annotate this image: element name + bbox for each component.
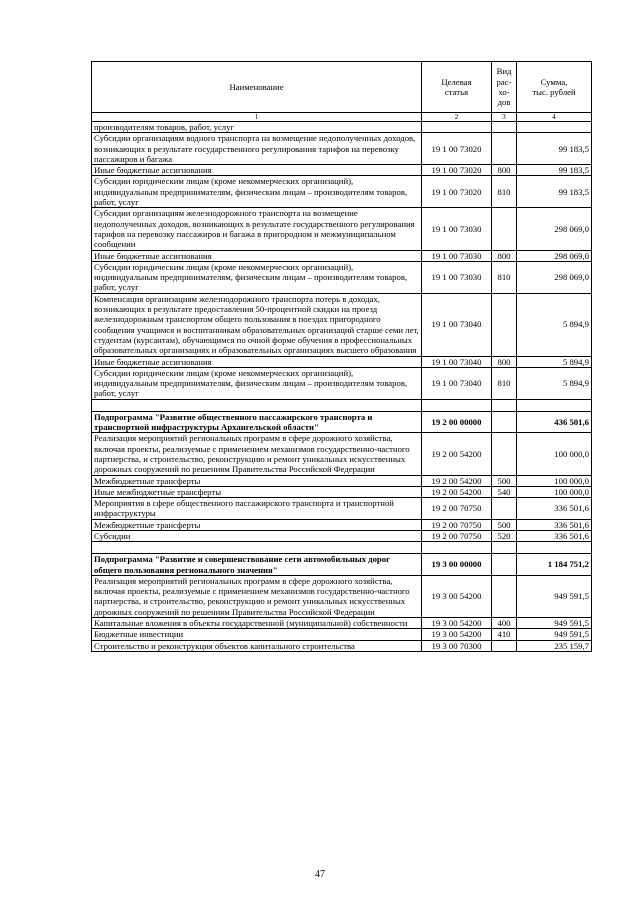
column-number: 1 <box>92 113 422 122</box>
row-vid <box>492 542 517 554</box>
column-number: 3 <box>492 113 517 122</box>
row-vid: 800 <box>492 356 517 367</box>
row-vid <box>492 293 517 356</box>
row-name: Межбюджетные трансферты <box>92 519 422 530</box>
header-vid: Вид рас- хо- дов <box>492 62 517 113</box>
row-name: Подпрограмма "Развитие и совершенствование сети автомобильных дорог общего пользования регионального значения" <box>92 554 422 576</box>
table-row <box>92 475 592 486</box>
row-vid <box>492 411 517 433</box>
row-name: Субсидии юридическим лицам (кроме некоммерческих организаций), индивидуальным предпринимателям, физическим лицам – производителям товаров, работ, услуг <box>92 261 422 293</box>
row-name: Субсидии организациям железнодорожного транспорта на возмещение недополученных доходов, возникающих в результате государственного регулирования тарифов на перевозку пассажиров и багажа в пригородном и межмуниципальном сообщении <box>92 208 422 250</box>
row-code: 19 1 00 73020 <box>422 133 492 165</box>
row-code <box>422 399 492 411</box>
row-sum: 5 894,9 <box>517 293 592 356</box>
row-vid: 500 <box>492 519 517 530</box>
row-sum: 99 183,5 <box>517 165 592 176</box>
row-sum: 99 183,5 <box>517 176 592 208</box>
column-numbers-row <box>92 113 592 122</box>
row-vid: 500 <box>492 475 517 486</box>
row-vid: 400 <box>492 618 517 629</box>
row-code: 19 3 00 54200 <box>422 575 492 617</box>
row-vid: 410 <box>492 629 517 640</box>
table-row <box>92 575 592 617</box>
row-vid: 810 <box>492 261 517 293</box>
row-code: 19 2 00 70750 <box>422 519 492 530</box>
row-vid: 520 <box>492 530 517 541</box>
row-code: 19 3 00 54200 <box>422 629 492 640</box>
row-vid <box>492 433 517 475</box>
row-name: Бюджетные инвестиции <box>92 629 422 640</box>
row-code <box>422 122 492 133</box>
row-name: Реализация мероприятий региональных программ в сфере дорожного хозяйства, включая проекты, реализуемые с применением механизмов государственно-частного партнерства, и строительство, реконструкцию и ремонт уникальных искусственных дорожных сооружений по решениям Правительства Российской Федерации <box>92 575 422 617</box>
table-header-row <box>92 62 592 113</box>
row-code: 19 1 00 73040 <box>422 293 492 356</box>
table-row <box>92 208 592 250</box>
row-code: 19 3 00 70300 <box>422 640 492 651</box>
row-code: 19 1 00 73030 <box>422 261 492 293</box>
row-name: Субсидии организациям водного транспорта на возмещение недополученных доходов, возникающих в результате государственного регулирования тарифов на перевозку пассажиров и багажа <box>92 133 422 165</box>
row-name: Межбюджетные трансферты <box>92 475 422 486</box>
row-code: 19 2 00 54200 <box>422 486 492 497</box>
table-row <box>92 519 592 530</box>
row-sum: 949 591,5 <box>517 575 592 617</box>
budget-table-body <box>92 62 592 652</box>
table-row <box>92 122 592 133</box>
row-code: 19 1 00 73030 <box>422 250 492 261</box>
subprogram-row <box>92 554 592 576</box>
row-vid <box>492 399 517 411</box>
row-name: Иные бюджетные ассигнования <box>92 165 422 176</box>
row-name: Субсидии юридическим лицам (кроме некоммерческих организаций), индивидуальным предпринимателям, физическим лицам – производителям товаров, работ, услуг <box>92 367 422 399</box>
row-name: Компенсация организациям железнодорожного транспорта потерь в доходах, возникающих в результате предоставления 50-процентной скидки на проезд железнодорожным транспортом общего пользования в поездах пригородного сообщения учащимся и воспитанникам образовательных организаций старше семи лет, студентам (курсантам), обучающимся по очной форме обучения в профессиональных образовательных организациях и образовательных организациях высшего образования <box>92 293 422 356</box>
table-row <box>92 433 592 475</box>
row-name: Иные бюджетные ассигнования <box>92 356 422 367</box>
row-name: Мероприятия в сфере общественного пассажирского транспорта и транспортной инфраструктуры <box>92 498 422 520</box>
row-code: 19 2 00 00000 <box>422 411 492 433</box>
row-sum: 5 894,9 <box>517 356 592 367</box>
row-vid: 800 <box>492 165 517 176</box>
row-code: 19 1 00 73040 <box>422 367 492 399</box>
row-vid <box>492 575 517 617</box>
row-code: 19 2 00 54200 <box>422 433 492 475</box>
row-vid: 540 <box>492 486 517 497</box>
row-vid <box>492 208 517 250</box>
row-name: Субсидии <box>92 530 422 541</box>
table-row <box>92 486 592 497</box>
row-name: производителям товаров, работ, услуг <box>92 122 422 133</box>
row-sum: 298 069,0 <box>517 208 592 250</box>
row-name: Подпрограмма "Развитие общественного пассажирского транспорта и транспортной инфраструктуры Архангельской области" <box>92 411 422 433</box>
row-vid: 810 <box>492 367 517 399</box>
budget-table <box>91 61 592 652</box>
row-name: Иные бюджетные ассигнования <box>92 250 422 261</box>
table-row <box>92 250 592 261</box>
budget-table-container <box>91 61 591 652</box>
row-name <box>92 399 422 411</box>
table-row <box>92 618 592 629</box>
table-row <box>92 261 592 293</box>
table-row <box>92 133 592 165</box>
row-code: 19 2 00 70750 <box>422 498 492 520</box>
header-code: Целевая статья <box>422 62 492 113</box>
header-name: Наименование <box>92 62 422 113</box>
row-code: 19 1 00 73030 <box>422 208 492 250</box>
table-row <box>92 530 592 541</box>
row-sum: 336 501,6 <box>517 519 592 530</box>
row-sum: 100 000,0 <box>517 433 592 475</box>
row-sum: 336 501,6 <box>517 498 592 520</box>
row-name <box>92 542 422 554</box>
row-sum: 1 184 751,2 <box>517 554 592 576</box>
row-vid <box>492 498 517 520</box>
row-name: Реализация мероприятий региональных программ в сфере дорожного хозяйства, включая проекты, реализуемые с применением механизмов государственно-частного партнерства, и строительство, реконструкцию и ремонт уникальных искусственных дорожных сооружений по решениям Правительства Российской Федерации <box>92 433 422 475</box>
row-code: 19 3 00 00000 <box>422 554 492 576</box>
row-sum: 298 069,0 <box>517 261 592 293</box>
spacer-row <box>92 399 592 411</box>
row-sum: 235 159,7 <box>517 640 592 651</box>
table-row <box>92 640 592 651</box>
row-sum <box>517 122 592 133</box>
table-row <box>92 356 592 367</box>
row-sum: 100 000,0 <box>517 486 592 497</box>
column-number: 4 <box>517 113 592 122</box>
header-sum: Сумма, тыс. рублей <box>517 62 592 113</box>
row-sum: 99 183,5 <box>517 133 592 165</box>
row-name: Субсидии юридическим лицам (кроме некоммерческих организаций), индивидуальным предпринимателям, физическим лицам – производителям товаров, работ, услуг <box>92 176 422 208</box>
row-code: 19 2 00 70750 <box>422 530 492 541</box>
row-vid: 810 <box>492 176 517 208</box>
row-sum <box>517 399 592 411</box>
page-number: 47 <box>315 869 325 880</box>
row-name: Иные межбюджетные трансферты <box>92 486 422 497</box>
spacer-row <box>92 542 592 554</box>
table-row <box>92 498 592 520</box>
column-number: 2 <box>422 113 492 122</box>
row-code: 19 2 00 54200 <box>422 475 492 486</box>
table-row <box>92 367 592 399</box>
row-sum <box>517 542 592 554</box>
row-sum: 5 894,9 <box>517 367 592 399</box>
row-vid <box>492 133 517 165</box>
table-row <box>92 629 592 640</box>
row-code: 19 1 00 73040 <box>422 356 492 367</box>
row-vid <box>492 640 517 651</box>
row-code: 19 1 00 73020 <box>422 176 492 208</box>
row-code: 19 1 00 73020 <box>422 165 492 176</box>
table-row <box>92 176 592 208</box>
row-sum: 949 591,5 <box>517 618 592 629</box>
row-code <box>422 542 492 554</box>
row-sum: 298 069,0 <box>517 250 592 261</box>
row-vid: 800 <box>492 250 517 261</box>
row-sum: 336 501,6 <box>517 530 592 541</box>
row-vid <box>492 122 517 133</box>
row-sum: 949 591,5 <box>517 629 592 640</box>
table-row <box>92 293 592 356</box>
row-code: 19 3 00 54200 <box>422 618 492 629</box>
table-row <box>92 165 592 176</box>
subprogram-row <box>92 411 592 433</box>
row-sum: 100 000,0 <box>517 475 592 486</box>
row-name: Строительство и реконструкция объектов капитального строительства <box>92 640 422 651</box>
row-name: Капитальные вложения в объекты государственной (муниципальной) собственности <box>92 618 422 629</box>
row-sum: 436 501,6 <box>517 411 592 433</box>
row-vid <box>492 554 517 576</box>
